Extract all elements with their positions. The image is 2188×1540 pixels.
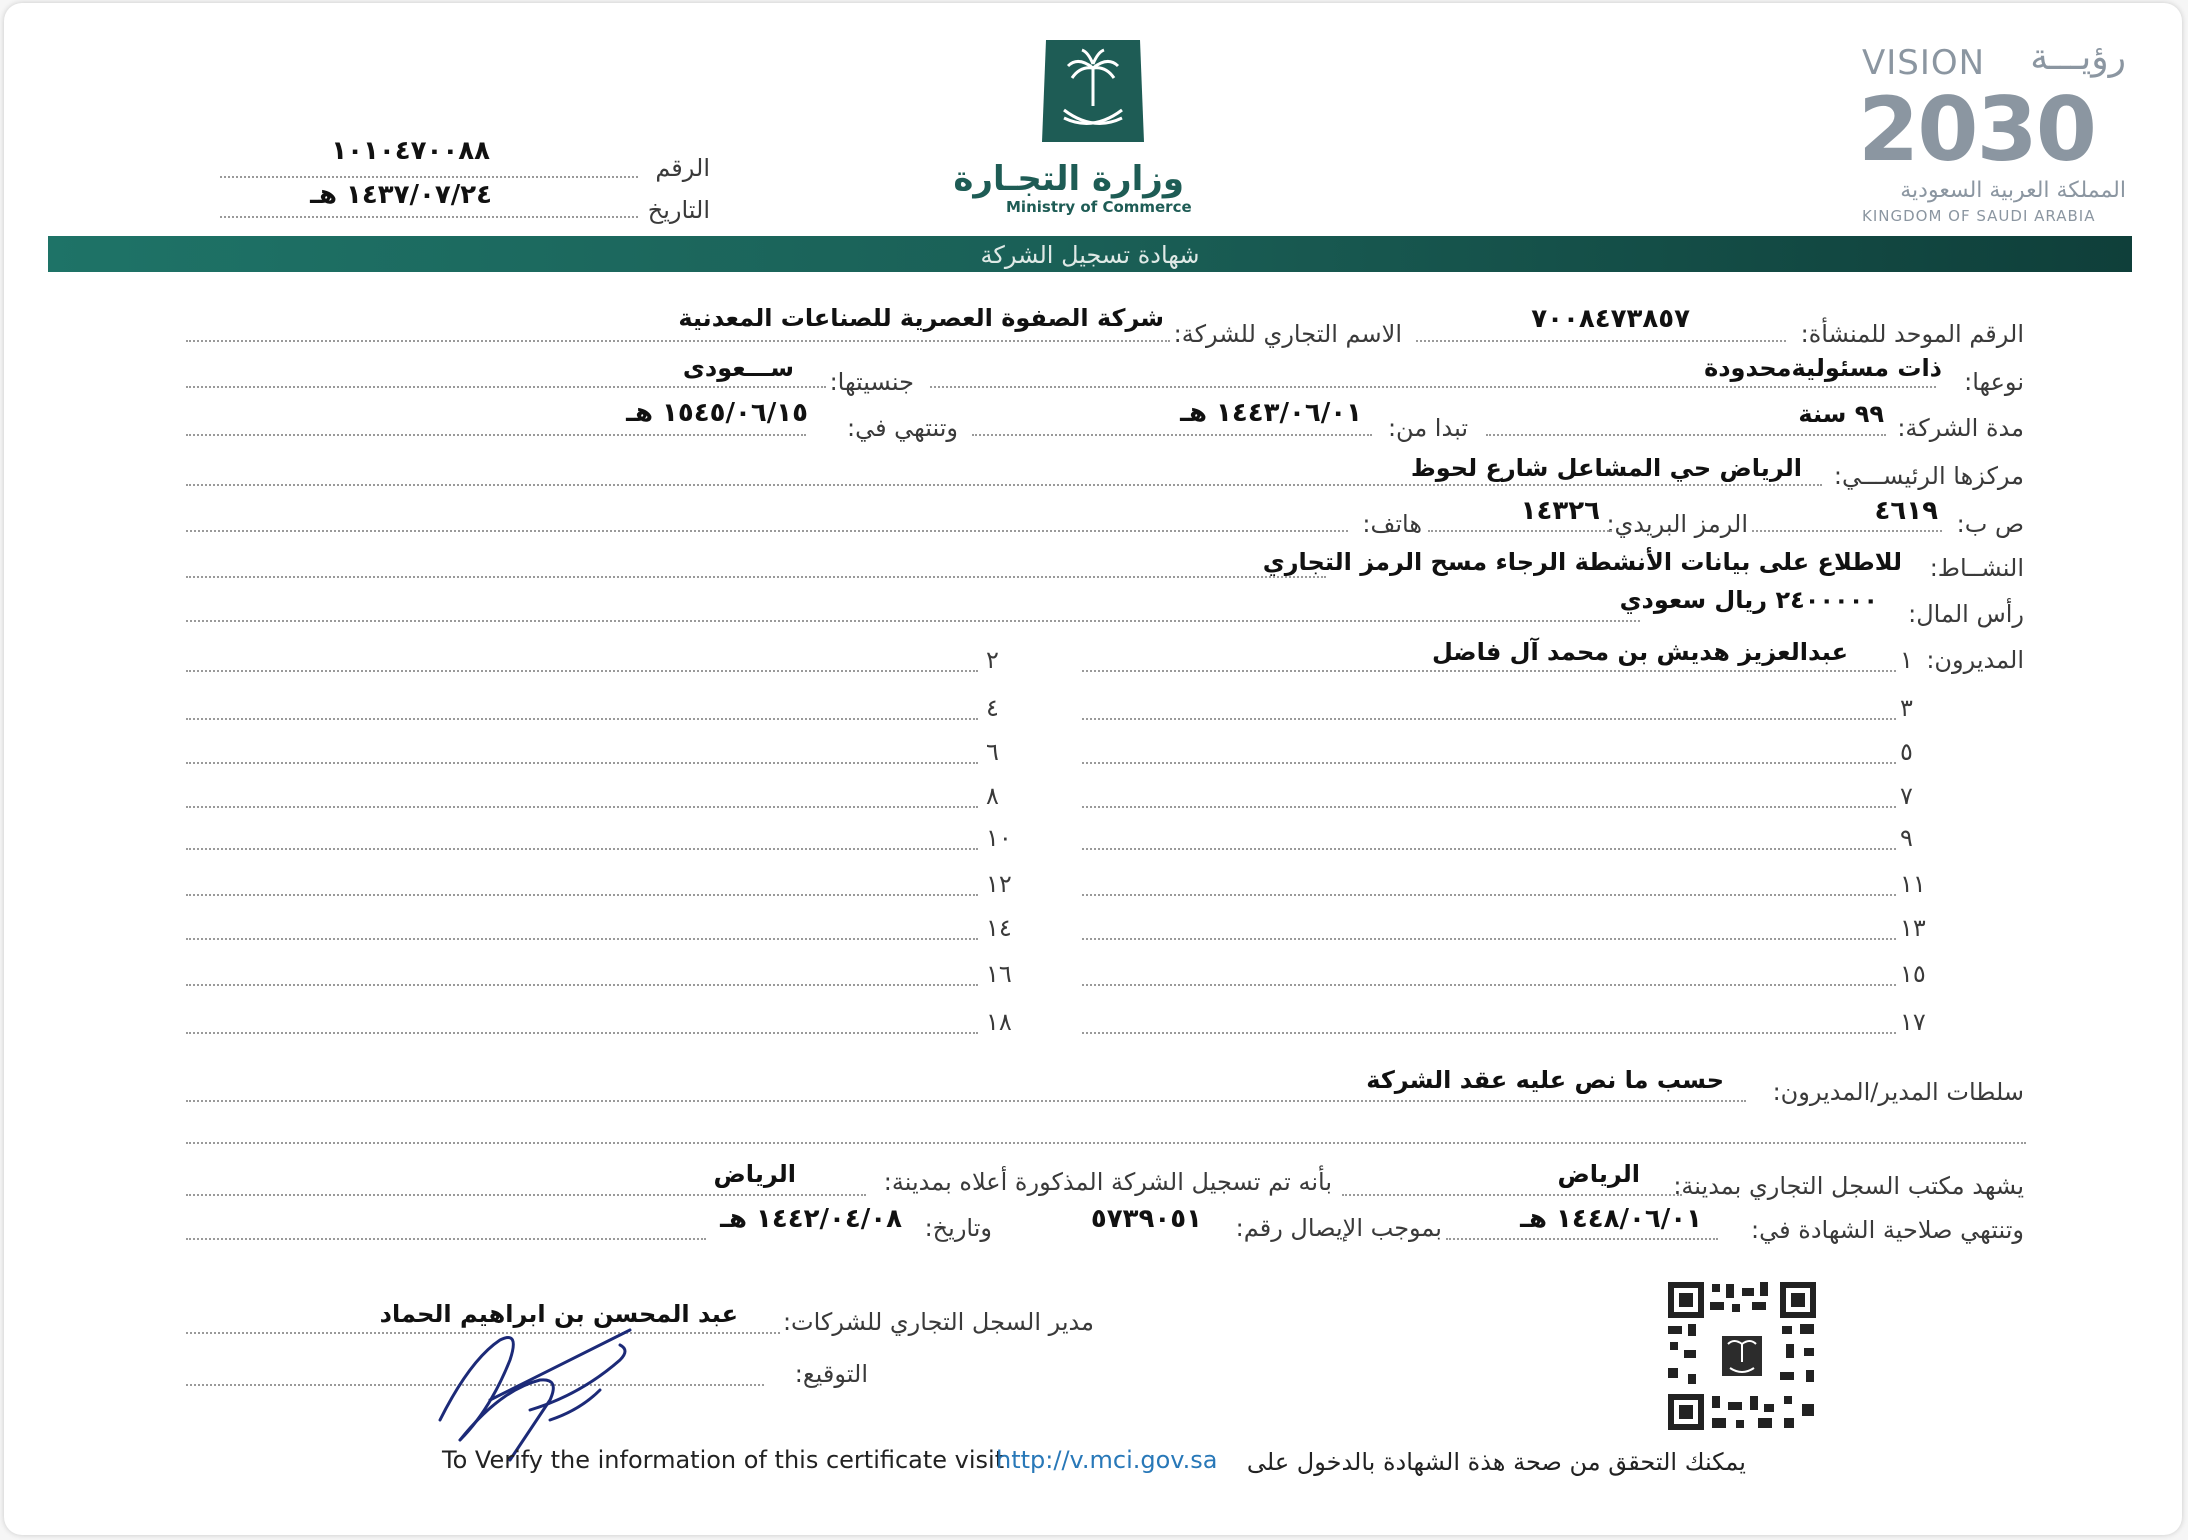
dotted-line — [1082, 670, 1896, 672]
pobox-value: ٤٦١٩ — [1874, 496, 1938, 526]
director-label: مدير السجل التجاري للشركات: — [782, 1308, 1094, 1336]
dotted-line — [186, 762, 978, 764]
dotted-line — [1342, 1194, 1682, 1196]
registered-city: الرياض — [713, 1160, 796, 1188]
dotted-line — [186, 894, 978, 896]
vision-arabic-label: رؤيـــة — [2030, 37, 2126, 78]
signature-label: التوقيع: — [794, 1360, 868, 1388]
dotted-line — [1082, 762, 1896, 764]
handwritten-signature — [430, 1300, 650, 1470]
ministry-english-name: Ministry of Commerce — [1006, 198, 1192, 216]
dotted-line — [1082, 848, 1896, 850]
dotted-line — [1446, 1238, 1718, 1240]
activity-label: النشــاط: — [1929, 554, 2024, 582]
manager-number-right: ٣ — [1900, 694, 1913, 722]
authority-value: حسب ما نص عليه عقد الشركة — [1366, 1066, 1724, 1094]
vision-2030-logo: 2030 — [1858, 78, 2095, 181]
dotted-line — [186, 620, 1640, 622]
dotted-line — [186, 1142, 2026, 1144]
trade-name-label: الاسم التجاري للشركة: — [1173, 320, 1402, 348]
dotted-line — [186, 434, 806, 436]
manager-number-left: ٢ — [986, 646, 999, 674]
dotted-line — [186, 1238, 706, 1240]
office-label: يشهد مكتب السجل التجاري بمدينة: — [1673, 1172, 2024, 1200]
manager-number-left: ١٦ — [986, 960, 1012, 988]
postal-code-value: ١٤٣٢٦ — [1520, 496, 1600, 526]
manager-number-right: ٧ — [1900, 782, 1913, 810]
dotted-line — [186, 386, 826, 388]
capital-value: ٢٤٠٠٠٠٠ ريال سعودي — [1619, 586, 1878, 614]
date-label: التاريخ — [647, 196, 710, 224]
dotted-line — [220, 176, 638, 178]
manager-number-left: ٤ — [986, 694, 999, 722]
headquarters-label: مركزها الرئيســـي: — [1833, 462, 2024, 490]
phone-label: هاتف: — [1362, 510, 1422, 538]
dotted-line — [186, 848, 978, 850]
qr-code[interactable] — [1662, 1276, 1822, 1436]
type-label: نوعها: — [1964, 368, 2024, 396]
dotted-line — [186, 938, 978, 940]
manager-number-left: ١٠ — [986, 824, 1012, 852]
ministry-arabic-name: وزارة التجـارة — [953, 159, 1184, 199]
vision-label: VISION — [1862, 43, 1986, 83]
date-value: ١٤٣٧/٠٧/٢٤ هـ — [310, 180, 492, 210]
verify-english-text: To Verify the information of this certificate visit — [442, 1446, 1005, 1474]
verify-arabic-text: يمكنك التحقق من صحة هذة الشهادة بالدخول على — [1246, 1448, 1746, 1476]
dotted-line — [1082, 984, 1896, 986]
dotted-line — [220, 216, 638, 218]
dotted-line — [186, 340, 1170, 342]
validity-value: ١٤٤٨/٠٦/٠١ هـ — [1520, 1204, 1702, 1234]
start-date-value: ١٤٤٣/٠٦/٠١ هـ — [1180, 398, 1362, 428]
dotted-line — [1082, 1032, 1896, 1034]
number-label: الرقم — [655, 154, 710, 182]
pobox-label: ص ب: — [1956, 510, 2024, 538]
dotted-line — [186, 530, 1348, 532]
capital-label: رأس المال: — [1908, 600, 2024, 628]
start-date-label: تبدا من: — [1387, 414, 1468, 442]
end-date-label: وتنتهي في: — [846, 414, 958, 442]
dotted-line — [1082, 894, 1896, 896]
manager-number-right: ١ — [1900, 646, 1913, 674]
manager-number-right: ١٥ — [1900, 960, 1926, 988]
manager-number-right: ١٧ — [1900, 1008, 1926, 1036]
certificate-sheet — [4, 3, 2182, 1535]
duration-value: ٩٩ سنة — [1798, 400, 1884, 428]
verify-link[interactable]: http://v.mci.gov.sa — [996, 1446, 1218, 1474]
manager-1-name: عبدالعزيز هديش بن محمد آل فاضل — [1431, 638, 1848, 666]
authority-label: سلطات المدير/المديرون: — [1772, 1078, 2024, 1106]
manager-number-left: ١٢ — [986, 870, 1012, 898]
dotted-line — [1082, 938, 1896, 940]
manager-number-left: ٦ — [986, 738, 999, 766]
dotted-line — [1082, 806, 1896, 808]
registered-city-label: بأنه تم تسجيل الشركة المذكورة أعلاه بمدينة: — [883, 1168, 1332, 1196]
dotted-line — [186, 670, 978, 672]
duration-label: مدة الشركة: — [1897, 414, 2024, 442]
receipt-number-value: ٥٧٣٩٠٥١ — [1090, 1204, 1202, 1234]
receipt-date-label: وتاريخ: — [924, 1214, 992, 1242]
dotted-line — [1486, 434, 1886, 436]
manager-number-right: ٥ — [1900, 738, 1913, 766]
manager-number-left: ٨ — [986, 782, 999, 810]
postal-code-label: الرمز البريدي: — [1606, 510, 1748, 538]
activity-value: للاطلاع على بيانات الأنشطة الرجاء مسح الرمز التجاري — [1262, 548, 1902, 576]
certificate-title: شهادة تسجيل الشركة — [980, 241, 1200, 269]
dotted-line — [930, 386, 1936, 388]
number-value: ١٠١٠٤٧٠٠٨٨ — [331, 136, 490, 166]
receipt-number-label: بموجب الإيصال رقم: — [1235, 1214, 1442, 1242]
manager-number-right: ١١ — [1900, 870, 1926, 898]
receipt-date-value: ١٤٤٢/٠٤/٠٨ هـ — [720, 1204, 902, 1234]
manager-number-right: ٩ — [1900, 824, 1913, 852]
title-banner — [48, 236, 2132, 272]
manager-number-left: ١٤ — [986, 914, 1012, 942]
nationality-label: جنسيتها: — [829, 368, 914, 396]
dotted-line — [186, 806, 978, 808]
kingdom-arabic-label: المملكة العربية السعودية — [1900, 178, 2126, 203]
dotted-line — [186, 1100, 1746, 1102]
unified-number-value: ٧٠٠٨٤٧٣٨٥٧ — [1531, 304, 1690, 334]
trade-name-value: شركة الصفوة العصرية للصناعات المعدنية — [678, 304, 1164, 332]
director-name: عبد المحسن بن ابراهيم الحماد — [379, 1300, 738, 1328]
manager-number-left: ١٨ — [986, 1008, 1012, 1036]
dotted-line — [186, 984, 978, 986]
dotted-line — [186, 1194, 866, 1196]
dotted-line — [186, 1032, 978, 1034]
end-date-value: ١٥٤٥/٠٦/١٥ هـ — [626, 398, 808, 428]
headquarters-value: الرياض حي المشاعل شارع لحوظ — [1410, 454, 1802, 482]
kingdom-english-label: KINGDOM OF SAUDI ARABIA — [1862, 207, 2096, 225]
dotted-line — [972, 434, 1372, 436]
saudi-emblem-icon — [1038, 36, 1148, 146]
manager-number-right: ١٣ — [1900, 914, 1926, 942]
dotted-line — [186, 484, 1822, 486]
nationality-value: ســـعودى — [682, 354, 794, 382]
dotted-line — [186, 576, 1326, 578]
dotted-line — [1416, 340, 1786, 342]
dotted-line — [186, 718, 978, 720]
dotted-line — [1428, 530, 1612, 532]
unified-number-label: الرقم الموحد للمنشأة: — [1800, 320, 2024, 348]
office-city: الرياض — [1557, 1160, 1640, 1188]
managers-label: المديرون: — [1926, 646, 2024, 674]
type-value: ذات مسئوليةمحدودة — [1704, 354, 1942, 382]
dotted-line — [1082, 718, 1896, 720]
dotted-line — [1752, 530, 1942, 532]
validity-label: وتنتهي صلاحية الشهادة في: — [1751, 1216, 2024, 1244]
